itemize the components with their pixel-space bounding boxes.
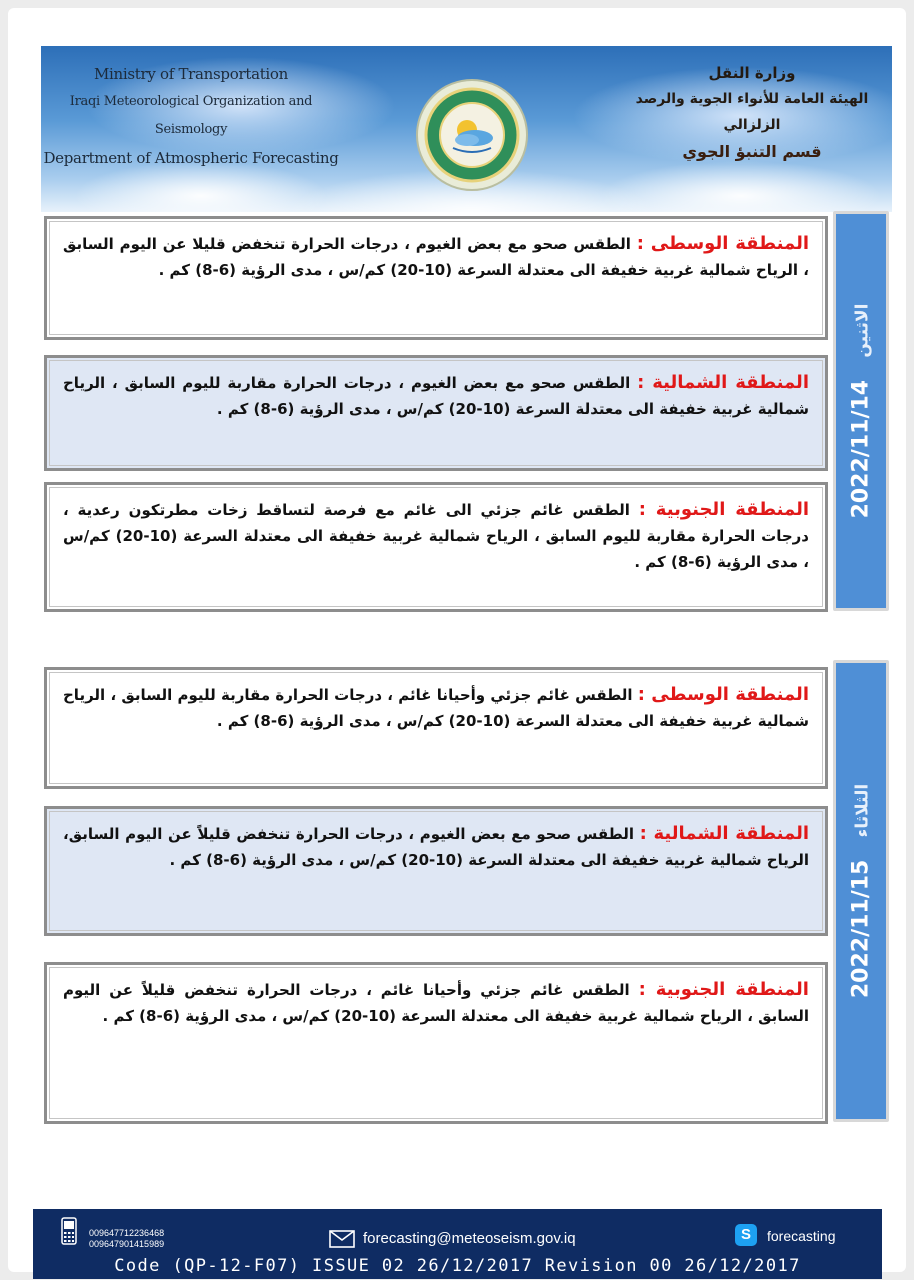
skype-handle: forecasting (767, 1228, 836, 1244)
header-english (41, 60, 341, 172)
organization-name-en: Iraqi Meteorological Organization and Seismology (69, 94, 313, 137)
region-label: المنطقة الشمالية : (639, 823, 809, 844)
forecast-box-central-day2 (44, 667, 828, 789)
phone-numbers (89, 1228, 164, 1250)
forecast-box-south-day1 (44, 482, 828, 612)
region-label: المنطقة الوسطى : (637, 684, 809, 705)
ministry-name-ar: وزارة النقل (708, 64, 796, 82)
date-strip-day2 (833, 660, 889, 1122)
day-date: 2022/11/15 (848, 859, 874, 999)
phone-number: 009647901415989 (89, 1239, 165, 1249)
header-banner (41, 46, 892, 212)
day-name: الاثنين (852, 303, 873, 358)
skype-icon: S (735, 1224, 757, 1246)
region-label: المنطقة الشمالية : (637, 372, 809, 393)
logo-emblem (415, 78, 529, 192)
day-date: 2022/11/14 (848, 379, 874, 519)
forecast-box-north-day2 (44, 806, 828, 936)
forecast-text: الطقس صحو مع بعض الغيوم ، درجات الحرارة تنخفض قليلا عن اليوم السابق ، الرياح شمالية غربية خفيفة الى معتدلة السرعة (10-20) كم/س ، مدى الرؤية (6-8) كم . (63, 235, 809, 279)
forecast-text: الطقس غائم جزئي وأحيانا غائم ، درجات الحرارة مقاربة لليوم السابق ، الرياح شمالية غربية خفيفة الى معتدلة السرعة (10-20) كم/س ، مدى الرؤية (6-8) كم . (63, 686, 809, 730)
department-name-ar: قسم التنبؤ الجوي (682, 142, 822, 161)
forecast-text: الطقس صحو مع بعض الغيوم ، درجات الحرارة مقاربة لليوم السابق ، الرياح شمالية غربية خفيفة الى معتدلة السرعة (10-20) كم/س ، مدى الرؤية (6-8) كم . (63, 374, 809, 418)
forecast-text: الطقس غائم جزئي الى غائم مع فرصة لتساقط زخات مطرتكون رعدية ، درجات الحرارة مقاربة لليوم السابق ، الرياح شمالية غربية خفيفة الى معتدلة السرعة (10-20) كم/س ، مدى الرؤية (6-8) كم . (63, 501, 809, 571)
phone-icon (61, 1217, 77, 1245)
page (8, 8, 906, 1272)
region-label: المنطقة الجنوبية : (638, 979, 809, 1000)
region-label: المنطقة الجنوبية : (638, 499, 809, 520)
ministry-name-en: Ministry of Transportation (93, 65, 289, 83)
region-label: المنطقة الوسطى : (636, 233, 809, 254)
document-code: Code (QP-12-F07) ISSUE 02 26/12/2017 Revision 00 26/12/2017 (114, 1256, 801, 1276)
footer (33, 1209, 882, 1279)
date-strip-day1 (833, 211, 889, 611)
department-name-en: Department of Atmospheric Forecasting (43, 149, 339, 167)
forecast-box-north-day1 (44, 355, 828, 471)
forecast-box-south-day2 (44, 962, 828, 1124)
day-name: الثلاثاء (852, 783, 873, 838)
forecast-text: الطقس غائم جزئي وأحيانا غائم ، درجات الحرارة تنخفض قليلاً عن اليوم السابق ، الرياح شمالية غربية خفيفة الى معتدلة السرعة (10-20) كم/س ، مدى الرؤية (6-8) كم . (63, 981, 809, 1025)
header-arabic (622, 60, 882, 166)
forecast-box-central-day1 (44, 216, 828, 340)
email-address[interactable]: forecasting@meteoseism.gov.iq (363, 1230, 576, 1247)
mail-icon (329, 1230, 355, 1248)
phone-number: 009647712236468 (89, 1228, 165, 1238)
organization-name-ar: الهيئة العامة للأنواء الجوية والرصد الزلزالي (635, 91, 869, 133)
forecast-text: الطقس صحو مع بعض الغيوم ، درجات الحرارة تنخفض قليلاً عن اليوم السابق، الرياح شمالية غربية خفيفة الى معتدلة السرعة (10-20) كم/س ، مدى الرؤية (6-8) كم . (63, 825, 809, 869)
